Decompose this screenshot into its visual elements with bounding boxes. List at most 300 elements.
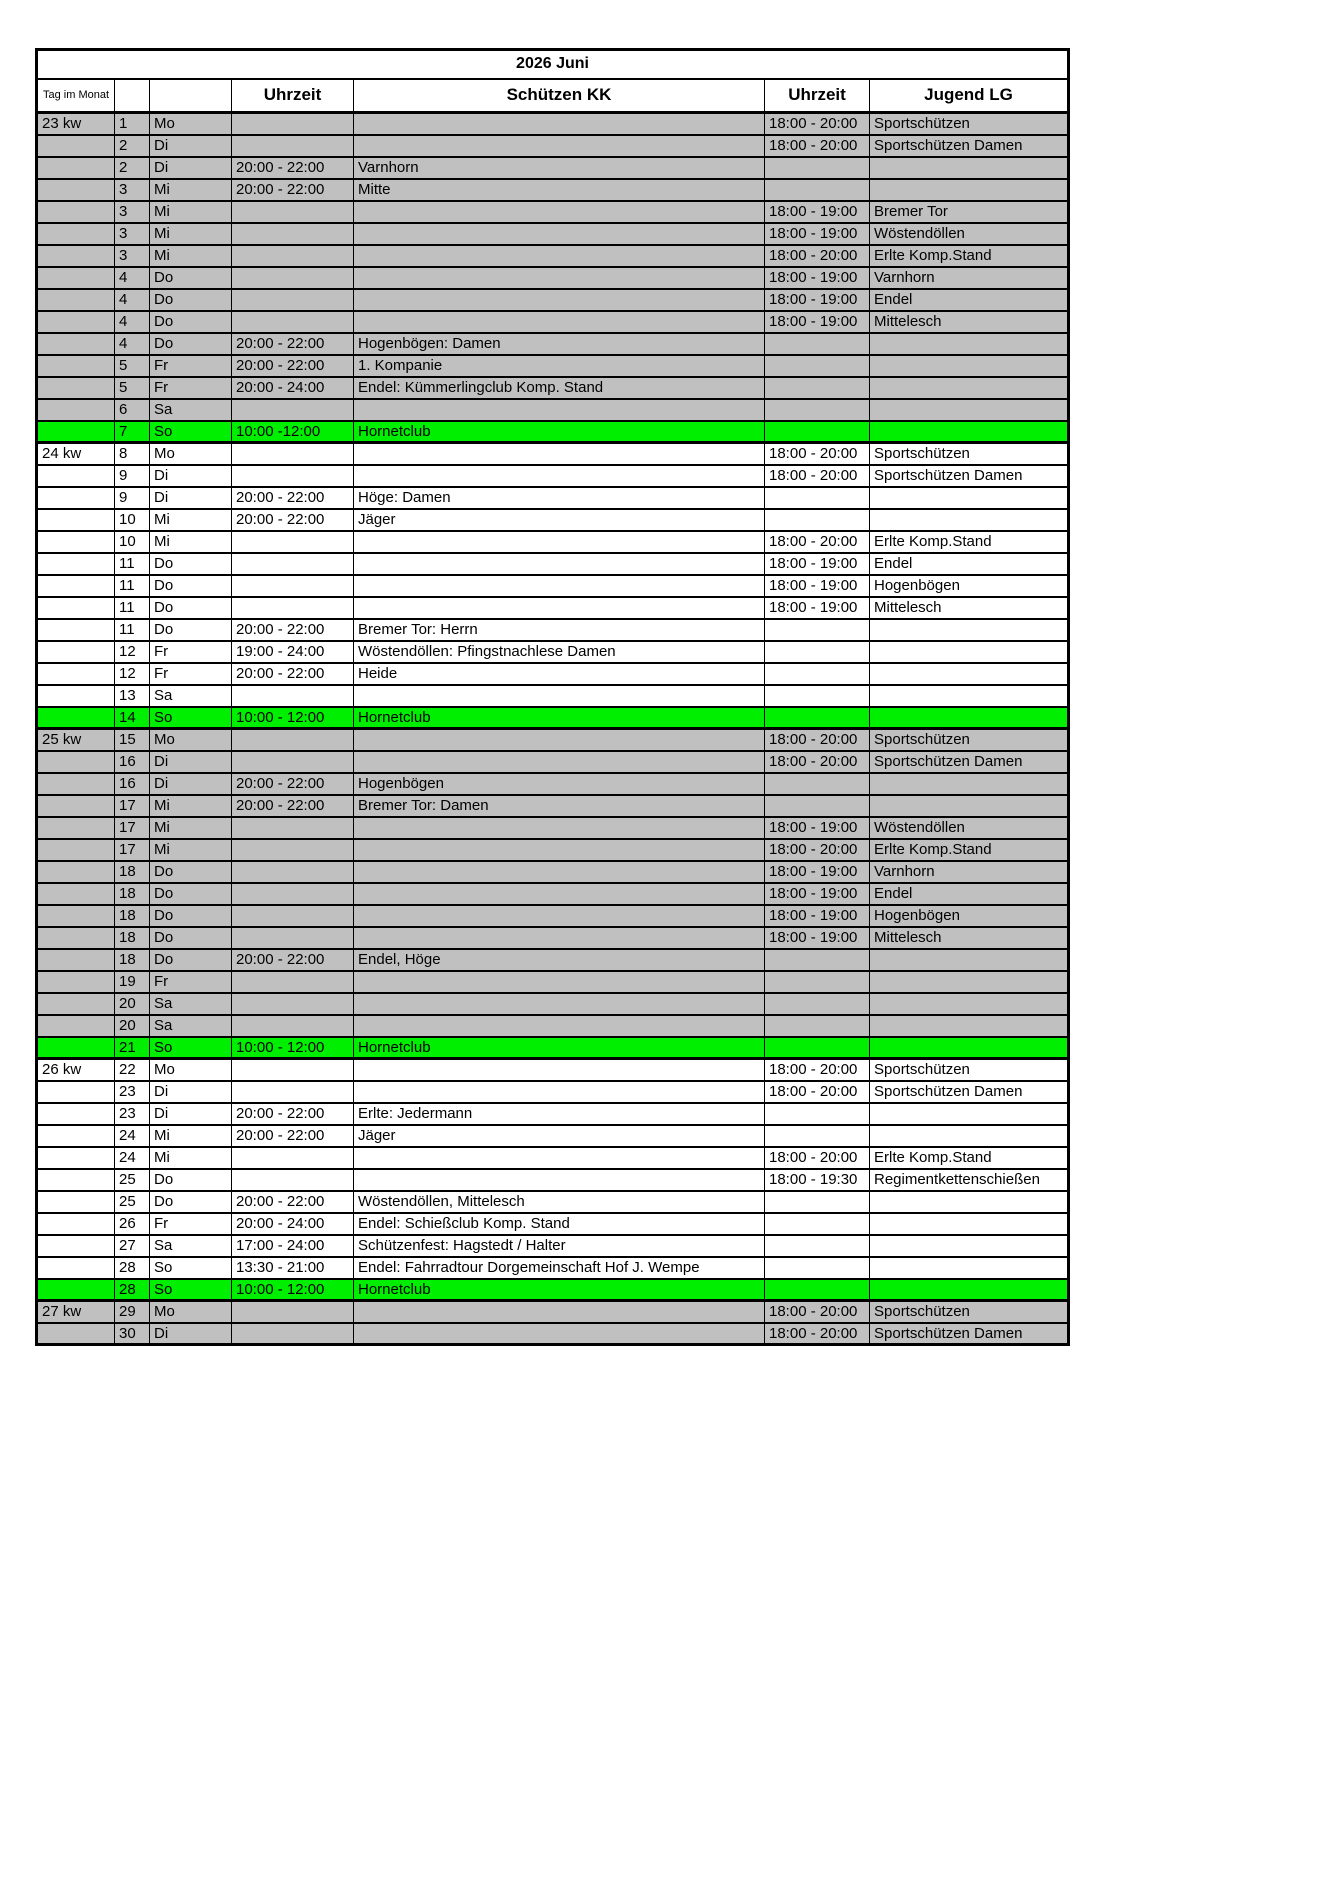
cell-kk-event: Hornetclub [354, 1037, 765, 1059]
cell-lg-time: 18:00 - 20:00 [765, 729, 870, 751]
cell-lg-time: 18:00 - 19:00 [765, 553, 870, 575]
cell-kk-event: Jäger [354, 1125, 765, 1147]
table-row [37, 311, 1069, 333]
cell-lg-event [870, 509, 1069, 531]
cell-lg-event: Erlte Komp.Stand [870, 839, 1069, 861]
cell-week-number: 25 kw [37, 729, 115, 751]
cell-weekday: Do [150, 1191, 232, 1213]
cell-kk-event: Hornetclub [354, 707, 765, 729]
cell-kk-time [232, 751, 354, 773]
cell-weekday: Mi [150, 839, 232, 861]
cell-kk-event: Endel: Schießclub Komp. Stand [354, 1213, 765, 1235]
cell-lg-time: 18:00 - 20:00 [765, 839, 870, 861]
cell-kk-time [232, 201, 354, 223]
cell-week-number [37, 773, 115, 795]
cell-kk-event [354, 201, 765, 223]
cell-lg-time [765, 685, 870, 707]
cell-lg-event: Erlte Komp.Stand [870, 245, 1069, 267]
cell-lg-event: Endel [870, 553, 1069, 575]
cell-kk-time [232, 113, 354, 135]
cell-day-number: 17 [115, 817, 150, 839]
cell-kk-time: 20:00 - 22:00 [232, 509, 354, 531]
table-row [37, 971, 1069, 993]
cell-lg-time: 18:00 - 20:00 [765, 531, 870, 553]
cell-weekday: Mi [150, 223, 232, 245]
cell-weekday: So [150, 1279, 232, 1301]
cell-lg-event: Sportschützen [870, 1059, 1069, 1081]
cell-day-number: 17 [115, 795, 150, 817]
cell-weekday: Mi [150, 795, 232, 817]
cell-kk-event [354, 267, 765, 289]
table-row [37, 1323, 1069, 1345]
cell-kk-time: 10:00 - 12:00 [232, 707, 354, 729]
cell-week-number [37, 311, 115, 333]
cell-weekday: Sa [150, 1015, 232, 1037]
cell-kk-time: 19:00 - 24:00 [232, 641, 354, 663]
cell-lg-time [765, 663, 870, 685]
cell-kk-event: Varnhorn [354, 157, 765, 179]
cell-day-number: 24 [115, 1125, 150, 1147]
cell-weekday: Mi [150, 817, 232, 839]
cell-lg-event: Erlte Komp.Stand [870, 1147, 1069, 1169]
cell-lg-time: 18:00 - 20:00 [765, 1301, 870, 1323]
cell-kk-time [232, 1147, 354, 1169]
cell-kk-event [354, 311, 765, 333]
cell-lg-time: 18:00 - 19:00 [765, 927, 870, 949]
cell-day-number: 16 [115, 751, 150, 773]
cell-week-number [37, 751, 115, 773]
cell-day-number: 11 [115, 553, 150, 575]
cell-kk-event [354, 113, 765, 135]
table-row [37, 1147, 1069, 1169]
cell-day-number: 3 [115, 179, 150, 201]
cell-kk-event: Mitte [354, 179, 765, 201]
cell-weekday: Fr [150, 1213, 232, 1235]
cell-lg-event [870, 1213, 1069, 1235]
cell-day-number: 23 [115, 1103, 150, 1125]
cell-weekday: Di [150, 1323, 232, 1345]
table-row [37, 223, 1069, 245]
cell-kk-event [354, 685, 765, 707]
cell-kk-time [232, 531, 354, 553]
cell-kk-time: 20:00 - 22:00 [232, 157, 354, 179]
cell-kk-event [354, 575, 765, 597]
cell-kk-time [232, 267, 354, 289]
cell-day-number: 16 [115, 773, 150, 795]
table-row [37, 1015, 1069, 1037]
cell-weekday: Sa [150, 993, 232, 1015]
cell-week-number [37, 289, 115, 311]
cell-weekday: Di [150, 157, 232, 179]
cell-lg-time: 18:00 - 20:00 [765, 1059, 870, 1081]
cell-lg-time [765, 971, 870, 993]
cell-kk-event [354, 927, 765, 949]
cell-day-number: 2 [115, 157, 150, 179]
cell-lg-event: Sportschützen [870, 1301, 1069, 1323]
cell-kk-event: Bremer Tor: Damen [354, 795, 765, 817]
cell-lg-time: 18:00 - 19:00 [765, 861, 870, 883]
table-row [37, 927, 1069, 949]
table-row [37, 1235, 1069, 1257]
cell-lg-event [870, 1235, 1069, 1257]
cell-week-number [37, 707, 115, 729]
cell-day-number: 24 [115, 1147, 150, 1169]
cell-lg-time: 18:00 - 20:00 [765, 245, 870, 267]
cell-lg-event [870, 1103, 1069, 1125]
table-row [37, 1037, 1069, 1059]
cell-day-number: 6 [115, 399, 150, 421]
schedule-body [37, 113, 1069, 1345]
cell-week-number [37, 1191, 115, 1213]
cell-lg-event: Hogenbögen [870, 575, 1069, 597]
cell-kk-event [354, 223, 765, 245]
cell-lg-time [765, 509, 870, 531]
cell-weekday: Mi [150, 531, 232, 553]
cell-lg-event: Sportschützen Damen [870, 135, 1069, 157]
cell-kk-event [354, 861, 765, 883]
cell-lg-time [765, 1037, 870, 1059]
cell-day-number: 20 [115, 1015, 150, 1037]
cell-kk-event: Hornetclub [354, 421, 765, 443]
table-row [37, 377, 1069, 399]
cell-lg-event: Varnhorn [870, 267, 1069, 289]
cell-weekday: Do [150, 883, 232, 905]
cell-lg-event: Sportschützen Damen [870, 1081, 1069, 1103]
cell-weekday: Do [150, 619, 232, 641]
cell-lg-time: 18:00 - 19:00 [765, 267, 870, 289]
cell-lg-time [765, 1103, 870, 1125]
cell-week-number [37, 179, 115, 201]
cell-week-number [37, 267, 115, 289]
cell-kk-time: 10:00 -12:00 [232, 421, 354, 443]
cell-lg-time: 18:00 - 19:00 [765, 311, 870, 333]
table-row [37, 201, 1069, 223]
cell-kk-time: 20:00 - 22:00 [232, 1103, 354, 1125]
cell-lg-time [765, 399, 870, 421]
cell-weekday: So [150, 1037, 232, 1059]
cell-kk-time [232, 685, 354, 707]
table-row [37, 1169, 1069, 1191]
cell-day-number: 13 [115, 685, 150, 707]
cell-week-number [37, 883, 115, 905]
cell-lg-time: 18:00 - 19:00 [765, 905, 870, 927]
cell-weekday: Mo [150, 729, 232, 751]
cell-week-number [37, 817, 115, 839]
page-title: 2026 Juni [37, 50, 1069, 79]
cell-kk-time [232, 1081, 354, 1103]
cell-day-number: 2 [115, 135, 150, 157]
cell-week-number: 26 kw [37, 1059, 115, 1081]
cell-kk-event [354, 883, 765, 905]
cell-lg-event: Sportschützen Damen [870, 751, 1069, 773]
cell-week-number [37, 685, 115, 707]
cell-week-number [37, 465, 115, 487]
cell-lg-event [870, 685, 1069, 707]
table-row [37, 267, 1069, 289]
table-row [37, 993, 1069, 1015]
cell-day-number: 14 [115, 707, 150, 729]
cell-kk-time [232, 575, 354, 597]
table-row [37, 575, 1069, 597]
cell-week-number [37, 509, 115, 531]
cell-kk-event [354, 289, 765, 311]
cell-kk-time [232, 223, 354, 245]
cell-kk-time: 20:00 - 24:00 [232, 377, 354, 399]
cell-lg-time: 18:00 - 19:00 [765, 201, 870, 223]
cell-kk-time [232, 311, 354, 333]
cell-week-number: 27 kw [37, 1301, 115, 1323]
cell-kk-event [354, 817, 765, 839]
table-row [37, 1213, 1069, 1235]
cell-kk-event: Hornetclub [354, 1279, 765, 1301]
cell-day-number: 17 [115, 839, 150, 861]
cell-kk-time [232, 839, 354, 861]
cell-kk-time: 20:00 - 22:00 [232, 1191, 354, 1213]
table-row [37, 1059, 1069, 1081]
cell-day-number: 9 [115, 487, 150, 509]
cell-lg-event: Sportschützen Damen [870, 1323, 1069, 1345]
column-header-jugend-lg: Jugend LG [870, 79, 1069, 113]
column-header-day [115, 79, 150, 113]
table-row [37, 619, 1069, 641]
cell-lg-event [870, 399, 1069, 421]
table-row [37, 1301, 1069, 1323]
cell-day-number: 3 [115, 223, 150, 245]
cell-lg-event: Endel [870, 289, 1069, 311]
table-row [37, 333, 1069, 355]
cell-week-number [37, 905, 115, 927]
cell-kk-event [354, 399, 765, 421]
cell-kk-event [354, 1059, 765, 1081]
cell-weekday: Fr [150, 971, 232, 993]
cell-week-number [37, 619, 115, 641]
cell-week-number [37, 1081, 115, 1103]
cell-lg-event [870, 179, 1069, 201]
cell-weekday: Mi [150, 179, 232, 201]
cell-week-number [37, 1279, 115, 1301]
schedule-table [35, 48, 1070, 1346]
cell-week-number [37, 1147, 115, 1169]
cell-week-number [37, 861, 115, 883]
cell-kk-time [232, 993, 354, 1015]
cell-kk-time [232, 465, 354, 487]
table-row [37, 839, 1069, 861]
cell-week-number: 24 kw [37, 443, 115, 465]
cell-kk-event [354, 1301, 765, 1323]
cell-lg-event: Mittelesch [870, 311, 1069, 333]
cell-week-number [37, 531, 115, 553]
cell-kk-time [232, 553, 354, 575]
cell-lg-time [765, 487, 870, 509]
cell-weekday: Fr [150, 377, 232, 399]
cell-kk-time: 20:00 - 22:00 [232, 795, 354, 817]
table-row [37, 1103, 1069, 1125]
cell-lg-event [870, 157, 1069, 179]
cell-weekday: Do [150, 289, 232, 311]
cell-lg-time [765, 949, 870, 971]
cell-day-number: 18 [115, 927, 150, 949]
cell-weekday: Mi [150, 201, 232, 223]
cell-week-number [37, 553, 115, 575]
cell-kk-event: Jäger [354, 509, 765, 531]
table-row [37, 465, 1069, 487]
cell-week-number [37, 949, 115, 971]
cell-lg-event: Mittelesch [870, 927, 1069, 949]
cell-kk-time: 10:00 - 12:00 [232, 1279, 354, 1301]
cell-kk-time [232, 905, 354, 927]
cell-week-number [37, 795, 115, 817]
cell-week-number [37, 993, 115, 1015]
cell-kk-time [232, 597, 354, 619]
cell-weekday: Fr [150, 355, 232, 377]
cell-kk-time [232, 971, 354, 993]
cell-weekday: Di [150, 1103, 232, 1125]
cell-kk-event [354, 971, 765, 993]
cell-lg-time [765, 421, 870, 443]
cell-kk-event [354, 993, 765, 1015]
cell-lg-time: 18:00 - 19:00 [765, 223, 870, 245]
cell-weekday: So [150, 421, 232, 443]
table-row [37, 1191, 1069, 1213]
table-row [37, 1257, 1069, 1279]
cell-lg-time [765, 1213, 870, 1235]
table-row [37, 1081, 1069, 1103]
cell-week-number [37, 839, 115, 861]
cell-weekday: Di [150, 135, 232, 157]
cell-week-number [37, 157, 115, 179]
cell-kk-event: Heide [354, 663, 765, 685]
cell-week-number [37, 927, 115, 949]
cell-day-number: 28 [115, 1279, 150, 1301]
cell-day-number: 23 [115, 1081, 150, 1103]
cell-lg-time: 18:00 - 20:00 [765, 113, 870, 135]
cell-lg-time: 18:00 - 20:00 [765, 1081, 870, 1103]
cell-weekday: Di [150, 773, 232, 795]
table-row [37, 685, 1069, 707]
cell-lg-event: Mittelesch [870, 597, 1069, 619]
cell-lg-event [870, 663, 1069, 685]
cell-lg-event [870, 641, 1069, 663]
cell-lg-time: 18:00 - 19:00 [765, 597, 870, 619]
column-header-time-lg: Uhrzeit [765, 79, 870, 113]
cell-lg-event: Regimentkettenschießen [870, 1169, 1069, 1191]
table-row [37, 707, 1069, 729]
column-header-weekday [150, 79, 232, 113]
cell-lg-event [870, 1037, 1069, 1059]
table-row [37, 773, 1069, 795]
cell-kk-event: Endel, Höge [354, 949, 765, 971]
cell-kk-event [354, 729, 765, 751]
cell-lg-event [870, 795, 1069, 817]
column-header-day-group: Tag im Monat [37, 79, 115, 113]
table-row [37, 949, 1069, 971]
cell-kk-time: 20:00 - 22:00 [232, 179, 354, 201]
cell-lg-time [765, 179, 870, 201]
cell-weekday: Mo [150, 1059, 232, 1081]
cell-lg-time [765, 355, 870, 377]
cell-weekday: Do [150, 1169, 232, 1191]
cell-lg-event: Hogenbögen [870, 905, 1069, 927]
cell-lg-time [765, 1125, 870, 1147]
cell-lg-event [870, 707, 1069, 729]
cell-lg-time: 18:00 - 20:00 [765, 1323, 870, 1345]
cell-weekday: So [150, 707, 232, 729]
table-row [37, 399, 1069, 421]
cell-day-number: 22 [115, 1059, 150, 1081]
cell-kk-event [354, 465, 765, 487]
cell-kk-event [354, 553, 765, 575]
cell-week-number [37, 1323, 115, 1345]
cell-weekday: Di [150, 465, 232, 487]
cell-week-number [37, 1015, 115, 1037]
cell-weekday: Do [150, 597, 232, 619]
cell-day-number: 3 [115, 201, 150, 223]
cell-lg-time [765, 773, 870, 795]
cell-day-number: 4 [115, 333, 150, 355]
cell-day-number: 1 [115, 113, 150, 135]
table-row [37, 113, 1069, 135]
cell-lg-time: 18:00 - 20:00 [765, 443, 870, 465]
cell-day-number: 21 [115, 1037, 150, 1059]
cell-lg-time: 18:00 - 20:00 [765, 1147, 870, 1169]
cell-week-number [37, 377, 115, 399]
cell-day-number: 4 [115, 267, 150, 289]
cell-day-number: 11 [115, 597, 150, 619]
cell-lg-time [765, 1279, 870, 1301]
cell-lg-time: 18:00 - 19:00 [765, 575, 870, 597]
cell-lg-time [765, 1235, 870, 1257]
cell-kk-time [232, 135, 354, 157]
header-row [37, 79, 1069, 113]
table-row [37, 179, 1069, 201]
cell-day-number: 18 [115, 861, 150, 883]
cell-kk-time [232, 399, 354, 421]
cell-day-number: 18 [115, 905, 150, 927]
table-row [37, 289, 1069, 311]
cell-weekday: Do [150, 905, 232, 927]
table-row [37, 135, 1069, 157]
table-row [37, 883, 1069, 905]
cell-kk-event: Endel: Fahrradtour Dorgemeinschaft Hof J. Wempe [354, 1257, 765, 1279]
table-row [37, 817, 1069, 839]
cell-weekday: Mi [150, 1125, 232, 1147]
cell-kk-time: 20:00 - 22:00 [232, 619, 354, 641]
cell-kk-event: Hogenbögen [354, 773, 765, 795]
cell-lg-event [870, 421, 1069, 443]
cell-lg-time [765, 1191, 870, 1213]
cell-kk-event: Bremer Tor: Herrn [354, 619, 765, 641]
cell-kk-event [354, 531, 765, 553]
cell-kk-event: 1. Kompanie [354, 355, 765, 377]
cell-week-number [37, 1257, 115, 1279]
table-row [37, 509, 1069, 531]
cell-kk-event [354, 1081, 765, 1103]
cell-day-number: 25 [115, 1169, 150, 1191]
cell-weekday: Mi [150, 1147, 232, 1169]
cell-kk-event: Höge: Damen [354, 487, 765, 509]
cell-day-number: 3 [115, 245, 150, 267]
cell-kk-event [354, 1147, 765, 1169]
cell-day-number: 12 [115, 663, 150, 685]
cell-day-number: 5 [115, 355, 150, 377]
cell-day-number: 26 [115, 1213, 150, 1235]
cell-lg-time: 18:00 - 19:00 [765, 289, 870, 311]
cell-kk-event [354, 839, 765, 861]
cell-weekday: Sa [150, 1235, 232, 1257]
cell-lg-time: 18:00 - 20:00 [765, 465, 870, 487]
cell-kk-event [354, 135, 765, 157]
cell-kk-event: Erlte: Jedermann [354, 1103, 765, 1125]
